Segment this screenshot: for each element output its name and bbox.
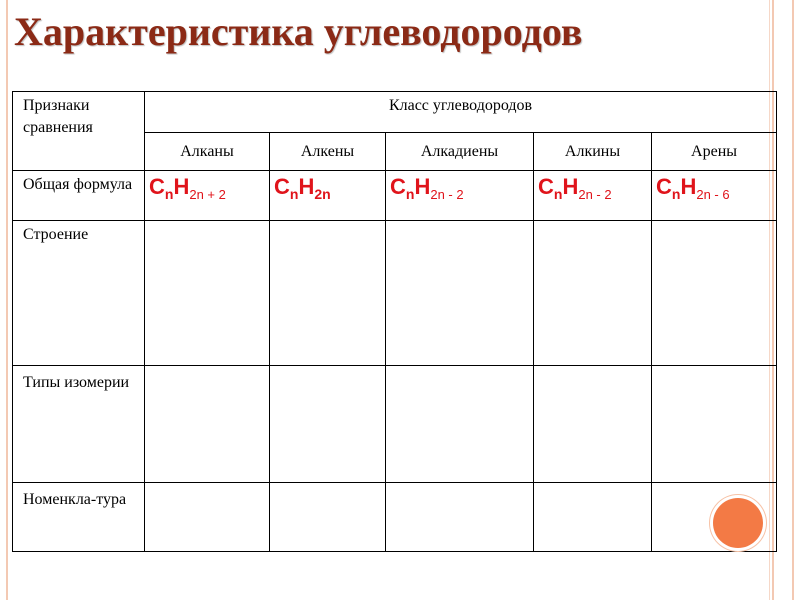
empty-cell xyxy=(652,221,777,366)
empty-cell xyxy=(534,483,652,552)
corner-header-cell xyxy=(13,92,145,171)
formula-cell-alkadienes xyxy=(386,171,534,221)
frame-line-left xyxy=(6,0,8,600)
empty-cell xyxy=(386,483,534,552)
row-label-nomenclature: Номенкла-тура xyxy=(13,483,145,552)
page-title: Характеристика углеводородов xyxy=(14,9,583,54)
empty-cell xyxy=(270,483,386,552)
table-row-formula xyxy=(13,171,777,221)
class-header-label: Класс углеводородов xyxy=(388,97,533,114)
formula-cell-alkanes xyxy=(145,171,270,221)
formula-cell-alkynes xyxy=(534,171,652,221)
formula-alkadienes: $C_nH_{2n - 2}$ xyxy=(390,174,464,202)
decorative-circle xyxy=(713,498,763,548)
table-row-structure xyxy=(13,221,777,366)
formula-alkanes: $C_nH_{2n + 2}$ xyxy=(149,174,226,202)
empty-cell xyxy=(270,366,386,483)
empty-cell xyxy=(534,221,652,366)
column-header-alkenes: Алкены xyxy=(270,133,386,171)
empty-cell xyxy=(386,366,534,483)
formula-alkenes: $C_nH_{2n}$ xyxy=(274,174,331,202)
frame-line-right-outer xyxy=(792,0,794,600)
table-row-nomenclature xyxy=(13,483,777,552)
empty-cell xyxy=(145,221,270,366)
hydrocarbon-table xyxy=(12,91,777,552)
column-header-arenes: Арены xyxy=(652,133,777,171)
corner-header-label: Признаки сравнения xyxy=(23,97,93,136)
empty-cell xyxy=(534,366,652,483)
class-header-cell xyxy=(145,92,777,133)
row-label-formula: Общая формула xyxy=(13,171,145,221)
column-header-alkynes: Алкины xyxy=(534,133,652,171)
row-label-structure: Строение xyxy=(13,221,145,366)
column-header-alkanes: Алканы xyxy=(145,133,270,171)
empty-cell xyxy=(652,366,777,483)
empty-cell xyxy=(386,221,534,366)
empty-cell xyxy=(270,221,386,366)
column-header-alkadienes: Алкадиены xyxy=(386,133,534,171)
empty-cell xyxy=(145,483,270,552)
table-row-isomerism xyxy=(13,366,777,483)
formula-cell-alkenes xyxy=(270,171,386,221)
empty-cell xyxy=(145,366,270,483)
table-header-row-1 xyxy=(13,92,777,133)
formula-alkynes: $C_nH_{2n - 2}$ xyxy=(538,174,612,202)
row-label-isomerism: Типы изомерии xyxy=(13,366,145,483)
formula-cell-arenes xyxy=(652,171,777,221)
formula-arenes: $C_nH_{2n - 6}$ xyxy=(656,174,730,202)
